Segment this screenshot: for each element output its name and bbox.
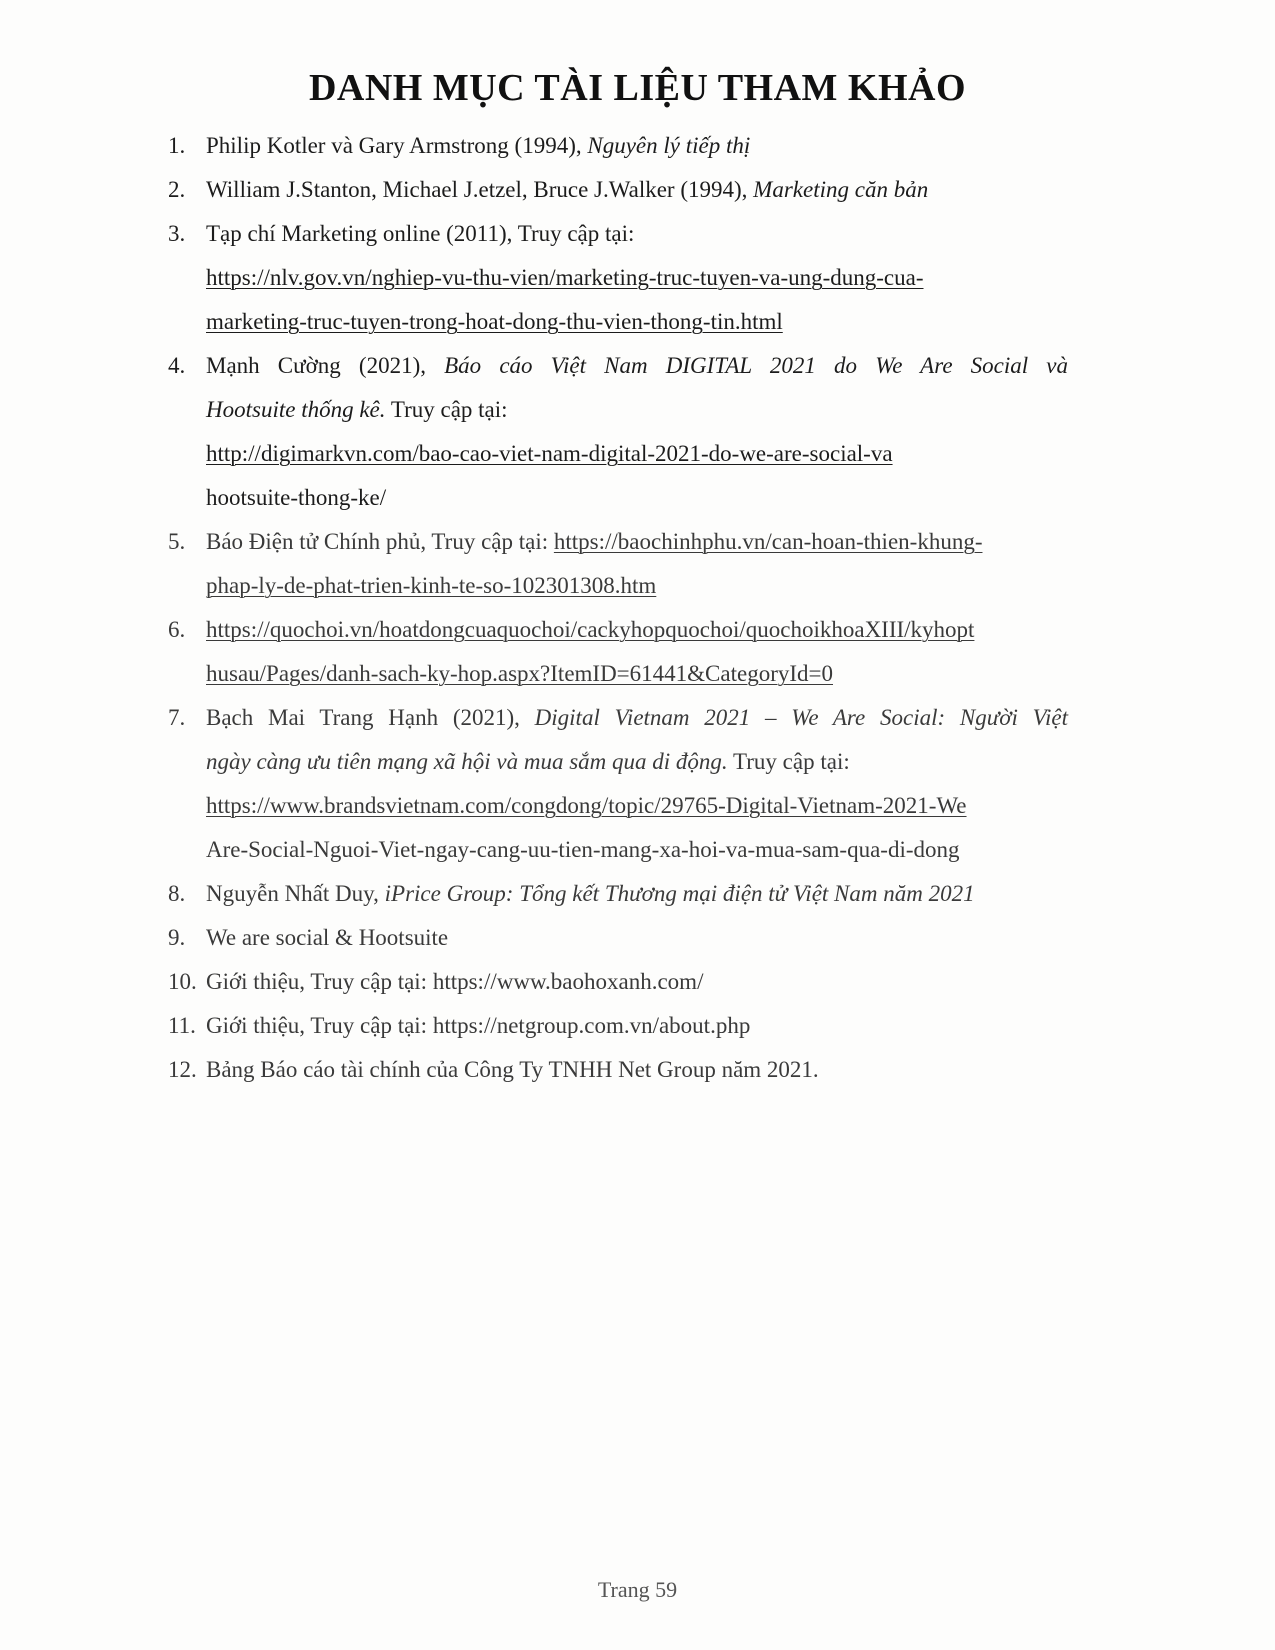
reference-link[interactable]: https://quochoi.vn/hoatdongcuaquochoi/cackyhopquochoi/quochoikhoaXIII/kyhopt [206,617,975,642]
reference-title-continued: Hootsuite thống kê. [206,397,386,422]
reference-link-continued: Are-Social-Nguoi-Viet-ngay-cang-uu-tien-mang-xa-hoi-va-mua-sam-qua-di-dong [206,837,960,862]
reference-link-continued[interactable]: husau/Pages/danh-sach-ky-hop.aspx?ItemID=61441&CategoryId=0 [206,661,833,686]
reference-number: 10. [168,969,197,994]
reference-link[interactable]: http://digimarkvn.com/bao-cao-viet-nam-digital-2021-do-we-are-social-va [206,441,893,466]
reference-item [168,212,1068,344]
reference-number: 9. [168,925,186,950]
reference-text: Bảng Báo cáo tài chính của Công Ty TNHH Net Group năm 2021. [206,1057,819,1082]
reference-link-continued: hootsuite-thong-ke/ [206,485,387,510]
reference-link-continued[interactable]: marketing-truc-tuyen-trong-hoat-dong-thu-vien-thong-tin.html [206,309,783,334]
reference-item [168,168,1068,212]
reference-text: Nguyễn Nhất Duy, [206,881,379,906]
reference-title: Nguyên lý tiếp thị [587,133,751,158]
reference-number: 8. [168,881,186,906]
reference-title: Báo cáo Việt Nam DIGITAL 2021 do We Are Social và [444,353,1068,378]
reference-title: iPrice Group: Tổng kết Thương mại điện tử Việt Nam năm 2021 [384,881,975,906]
reference-access-label: Truy cập tại: [733,749,850,774]
reference-list [168,124,1068,1092]
page-title: DANH MỤC TÀI LIỆU THAM KHẢO [308,67,967,109]
reference-text: William J.Stanton, Michael J.etzel, Bruce J.Walker (1994), [206,177,748,202]
reference-title: Digital Vietnam 2021 – We Are Social: Người Việt [534,705,1069,730]
reference-number: 2. [168,177,186,202]
reference-text: Báo Điện tử Chính phủ, Truy cập tại: [206,529,549,554]
reference-number: 6. [168,617,186,642]
reference-number: 3. [168,221,186,246]
reference-text: We are social & Hootsuite [206,925,449,950]
reference-link-continued[interactable]: phap-ly-de-phat-trien-kinh-te-so-102301308.htm [206,573,657,598]
reference-link[interactable]: https://nlv.gov.vn/nghiep-vu-thu-vien/marketing-truc-tuyen-va-ung-dung-cua- [206,265,924,290]
reference-item [168,520,1068,608]
reference-number: 1. [168,133,186,158]
reference-text: Philip Kotler và Gary Armstrong (1994), [206,133,582,158]
reference-item [168,960,1068,1004]
page-number: Trang 59 [597,1577,678,1602]
reference-text: Giới thiệu, Truy cập tại: https://www.baohoxanh.com/ [206,969,704,994]
reference-number: 11. [168,1013,196,1038]
reference-link[interactable]: https://baochinhphu.vn/can-hoan-thien-khung- [553,529,983,554]
reference-text: Tạp chí Marketing online (2011), Truy cập tại: [206,221,635,246]
reference-number: 12. [168,1057,197,1082]
reference-item [168,1004,1068,1048]
reference-title: Marketing căn bản [753,177,929,202]
reference-author: Mạnh Cường (2021), [206,353,426,378]
reference-link[interactable]: https://www.brandsvietnam.com/congdong/topic/29765-Digital-Vietnam-2021-We [206,793,967,818]
reference-item [168,872,1068,916]
reference-number: 5. [168,529,186,554]
reference-title-continued: ngày càng ưu tiên mạng xã hội và mua sắm qua di động. [206,749,728,774]
reference-author: Bạch Mai Trang Hạnh (2021), [206,705,520,730]
reference-item [168,916,1068,960]
reference-item [168,1048,1068,1092]
reference-item [168,696,1068,872]
reference-access-label: Truy cập tại: [390,397,508,422]
reference-number: 7. [168,705,186,730]
reference-item [168,344,1068,520]
reference-number: 4. [168,353,186,378]
reference-text: Giới thiệu, Truy cập tại: https://netgroup.com.vn/about.php [206,1013,751,1038]
reference-item [168,608,1068,696]
reference-item [168,124,1068,168]
